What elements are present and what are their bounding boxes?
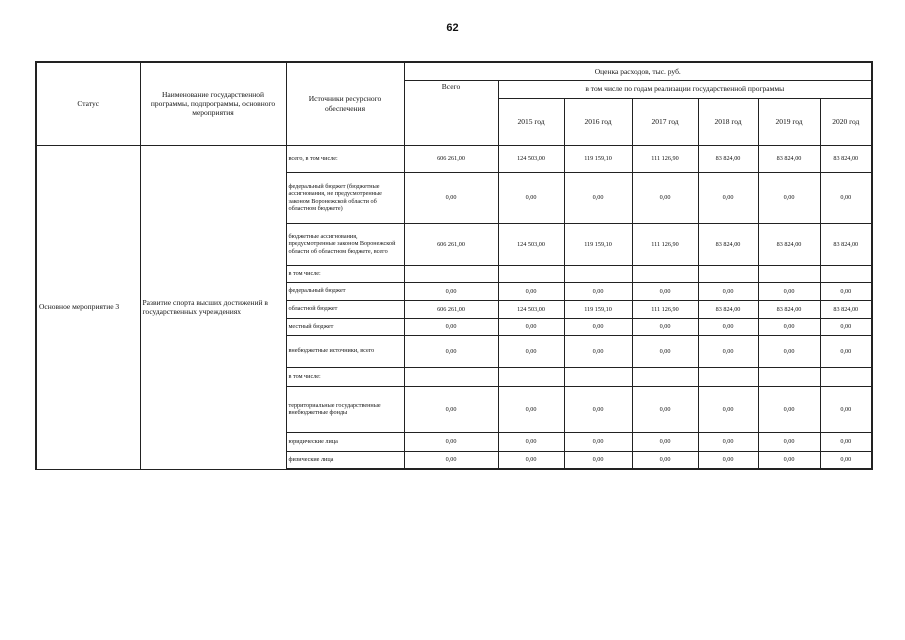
total-cell: 0,00 [404, 432, 498, 451]
value-cell: 83 824,00 [698, 145, 758, 172]
total-cell: 0,00 [404, 335, 498, 367]
value-cell: 0,00 [820, 282, 872, 300]
status-cell: Основное мероприятие 3 [36, 145, 140, 469]
value-cell: 111 126,90 [632, 300, 698, 318]
value-cell: 0,00 [698, 386, 758, 432]
value-cell: 124 503,00 [498, 145, 564, 172]
source-cell: федеральный бюджет [286, 282, 404, 300]
value-cell: 119 159,10 [564, 300, 632, 318]
value-cell: 83 824,00 [758, 300, 820, 318]
value-cell: 0,00 [698, 335, 758, 367]
source-cell: в том числе: [286, 265, 404, 282]
value-cell: 0,00 [820, 386, 872, 432]
value-cell [820, 265, 872, 282]
value-cell: 0,00 [632, 318, 698, 335]
source-cell: федеральный бюджет (бюджетные ассигнования, не предусмотренные законом Воронежской области об областном бюджете) [286, 172, 404, 223]
header-year-2017: 2017 год [632, 98, 698, 145]
header-year-2020: 2020 год [820, 98, 872, 145]
total-cell [404, 265, 498, 282]
total-cell: 0,00 [404, 318, 498, 335]
value-cell: 0,00 [698, 282, 758, 300]
value-cell: 83 824,00 [698, 300, 758, 318]
value-cell: 0,00 [564, 335, 632, 367]
value-cell: 0,00 [498, 432, 564, 451]
value-cell: 0,00 [498, 451, 564, 469]
header-year-2018: 2018 год [698, 98, 758, 145]
value-cell: 0,00 [564, 318, 632, 335]
header-year-2016: 2016 год [564, 98, 632, 145]
value-cell: 0,00 [632, 172, 698, 223]
value-cell [632, 367, 698, 386]
total-cell: 0,00 [404, 386, 498, 432]
value-cell: 0,00 [758, 335, 820, 367]
value-cell: 83 824,00 [698, 223, 758, 265]
total-cell: 606 261,00 [404, 145, 498, 172]
total-cell: 606 261,00 [404, 223, 498, 265]
value-cell: 0,00 [632, 432, 698, 451]
value-cell [498, 367, 564, 386]
value-cell: 0,00 [758, 451, 820, 469]
value-cell: 0,00 [820, 432, 872, 451]
value-cell: 83 824,00 [758, 223, 820, 265]
value-cell [820, 367, 872, 386]
source-cell: всего, в том числе: [286, 145, 404, 172]
table-row [36, 145, 872, 172]
value-cell: 0,00 [498, 318, 564, 335]
value-cell: 0,00 [564, 282, 632, 300]
source-cell: физические лица [286, 451, 404, 469]
value-cell: 0,00 [632, 282, 698, 300]
source-cell: областной бюджет [286, 300, 404, 318]
value-cell: 0,00 [820, 172, 872, 223]
value-cell [698, 265, 758, 282]
value-cell: 0,00 [758, 282, 820, 300]
source-cell: бюджетные ассигнования, предусмотренные законом Воронежской области об областном бюджете, всего [286, 223, 404, 265]
name-cell: Развитие спорта высших достижений в государственных учреждениях [140, 145, 286, 469]
source-cell: в том числе: [286, 367, 404, 386]
header-source: Источники ресурсного обеспечения [286, 62, 404, 145]
total-cell: 0,00 [404, 172, 498, 223]
value-cell: 111 126,90 [632, 223, 698, 265]
value-cell: 0,00 [758, 432, 820, 451]
value-cell: 0,00 [632, 451, 698, 469]
page-number: 62 [446, 22, 459, 34]
value-cell: 0,00 [632, 386, 698, 432]
value-cell: 0,00 [758, 318, 820, 335]
value-cell [498, 265, 564, 282]
budget-table [35, 61, 873, 470]
budget-table-body [36, 145, 872, 469]
value-cell: 0,00 [564, 172, 632, 223]
value-cell: 119 159,10 [564, 145, 632, 172]
value-cell: 0,00 [498, 335, 564, 367]
value-cell: 0,00 [564, 432, 632, 451]
value-cell [758, 265, 820, 282]
value-cell: 124 503,00 [498, 223, 564, 265]
value-cell: 0,00 [820, 451, 872, 469]
value-cell: 0,00 [698, 451, 758, 469]
value-cell: 83 824,00 [820, 300, 872, 318]
value-cell: 0,00 [758, 386, 820, 432]
value-cell: 0,00 [498, 172, 564, 223]
value-cell: 0,00 [698, 172, 758, 223]
header-name: Наименование государственной программы, подпрограммы, основного мероприятия [140, 62, 286, 145]
value-cell: 0,00 [758, 172, 820, 223]
total-cell: 0,00 [404, 282, 498, 300]
value-cell: 0,00 [498, 282, 564, 300]
value-cell: 83 824,00 [758, 145, 820, 172]
value-cell [758, 367, 820, 386]
value-cell: 111 126,90 [632, 145, 698, 172]
value-cell: 119 159,10 [564, 223, 632, 265]
header-by-years: в том числе по годам реализации государственной программы [498, 80, 872, 98]
value-cell: 83 824,00 [820, 145, 872, 172]
total-cell: 0,00 [404, 451, 498, 469]
value-cell: 0,00 [564, 386, 632, 432]
value-cell: 0,00 [820, 318, 872, 335]
source-cell: юридические лица [286, 432, 404, 451]
header-status: Статус [36, 62, 140, 145]
value-cell: 0,00 [820, 335, 872, 367]
value-cell: 0,00 [698, 432, 758, 451]
source-cell: местный бюджет [286, 318, 404, 335]
header-year-2015: 2015 год [498, 98, 564, 145]
value-cell [564, 265, 632, 282]
value-cell: 0,00 [498, 386, 564, 432]
value-cell: 124 503,00 [498, 300, 564, 318]
value-cell [564, 367, 632, 386]
source-cell: территориальные государственные внебюджетные фонды [286, 386, 404, 432]
total-cell [404, 367, 498, 386]
source-cell: внебюджетные источники, всего [286, 335, 404, 367]
value-cell [632, 265, 698, 282]
value-cell: 0,00 [698, 318, 758, 335]
header-estimate: Оценка расходов, тыс. руб. [404, 62, 872, 80]
total-cell: 606 261,00 [404, 300, 498, 318]
value-cell: 0,00 [632, 335, 698, 367]
header-total: Всего [404, 80, 498, 145]
value-cell: 83 824,00 [820, 223, 872, 265]
header-year-2019: 2019 год [758, 98, 820, 145]
value-cell [698, 367, 758, 386]
value-cell: 0,00 [564, 451, 632, 469]
